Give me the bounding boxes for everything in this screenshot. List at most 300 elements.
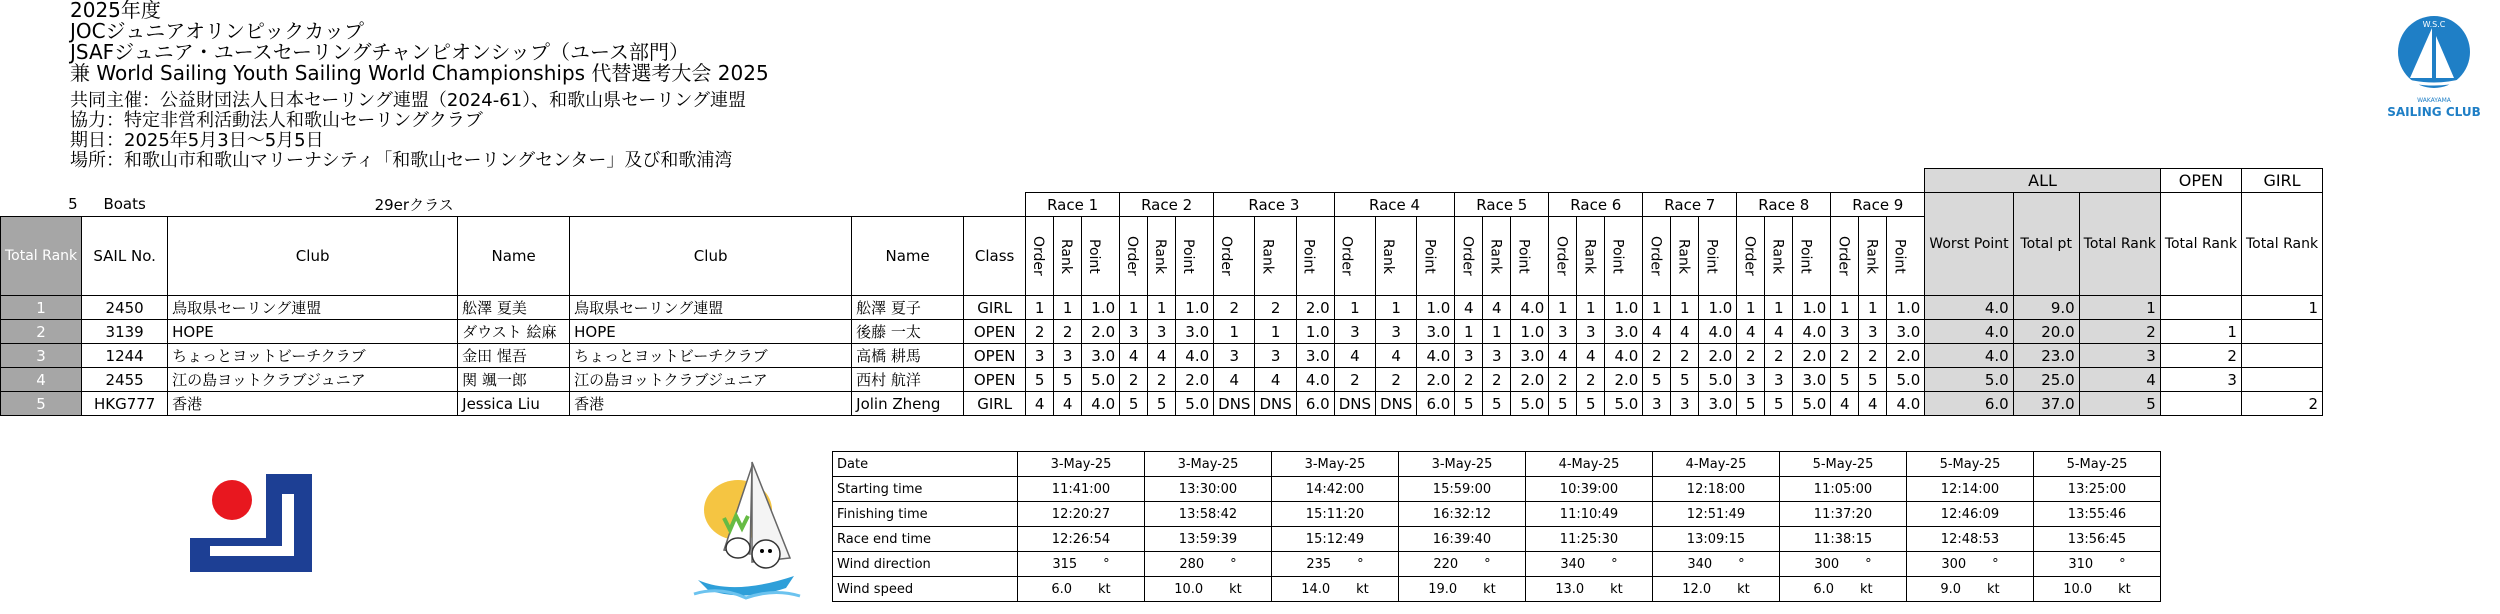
order-cell: 3 [1831,320,1859,344]
order-cell: 4 [1737,320,1765,344]
order-cell: 4 [1120,344,1148,368]
order-cell: 3 [1214,344,1255,368]
weather-value-cell [1145,552,1272,577]
name-cell: Jessica Liu [458,392,570,416]
sail-no-cell: HKG777 [82,392,168,416]
wind-direction-value: 340 [1560,556,1586,572]
logo-top-text: W.S.C [2422,20,2446,29]
point-cell: 2.0 [1296,296,1334,320]
degree-unit: ° [1738,556,1745,572]
point-cell: 4.0 [1296,368,1334,392]
club-cell: 香港 [570,392,852,416]
worst-point-header: Worst Point [1925,193,2013,296]
weather-value-cell: 15:59:00 [1399,477,1526,502]
weather-value-cell: 3-May-25 [1018,452,1145,477]
wind-direction-value: 315 [1052,556,1078,572]
weather-value-cell: 11:25:30 [1526,527,1653,552]
point-cell: 3.0 [1887,320,1925,344]
order-cell: 5 [1831,368,1859,392]
order-cell: 4 [1643,320,1671,344]
order-cell: 4 [1549,344,1577,368]
weather-value-cell: 15:11:20 [1272,502,1399,527]
weather-value-cell: 11:41:00 [1018,477,1145,502]
point-header: Point [1421,238,1438,274]
order-header: Order [1124,236,1141,276]
wind-speed-value: 6.0 [1813,581,1835,597]
wind-speed-value: 10.0 [1174,581,1204,597]
point-cell: 1.0 [1082,296,1120,320]
degree-unit: ° [1865,556,1872,572]
name-cell: ダウスト 絵麻 [458,320,570,344]
club-cell: HOPE [570,320,852,344]
order-header: Order [1218,236,1235,276]
order-cell: 1 [1643,296,1671,320]
rank-cell: 5 [1765,392,1793,416]
order-cell: 3 [1334,320,1375,344]
total-pt-cell: 20.0 [2013,320,2079,344]
club-header: Club [570,217,852,296]
point-cell: 4.0 [1176,344,1214,368]
race-header-row [1,193,2323,217]
rank-cell: 4 [1376,344,1417,368]
weather-value-cell: 5-May-25 [2034,452,2161,477]
knot-unit: kt [1098,581,1111,597]
logo-bottom-text: SAILING CLUB [2387,105,2481,119]
order-cell: DNS [1214,392,1255,416]
rank-header: Rank [1380,238,1397,274]
point-cell: 3.0 [1511,344,1549,368]
class-label: 29erクラス [374,195,454,214]
worst-point-cell: 6.0 [1925,392,2013,416]
weather-value-cell [1145,577,1272,602]
point-cell: 1.0 [1605,296,1643,320]
event-championship: JSAFジュニア・ユースセーリングチャンピオンシップ（ユース部門） [70,40,690,64]
knot-unit: kt [1860,581,1873,597]
rank-cell: 4 [1577,344,1605,368]
rank-header: Rank [1259,238,1276,274]
order-cell: 5 [1737,392,1765,416]
weather-value-cell: 12:18:00 [1653,477,1780,502]
point-cell: 1.0 [1176,296,1214,320]
race-header: Race 6 [1549,193,1643,217]
point-cell: 2.0 [1082,320,1120,344]
event-header [70,0,769,171]
weather-value-cell: 12:26:54 [1018,527,1145,552]
weather-value-cell: 11:05:00 [1780,477,1907,502]
knot-unit: kt [1356,581,1369,597]
wind-direction-value: 235 [1306,556,1332,572]
rank-header: Rank [1152,238,1169,274]
event-organizer: 共同主催：公益財団法人日本セーリング連盟（2024-61）、和歌山県セーリング連盟 [70,90,747,111]
order-cell: 4 [1026,392,1054,416]
order-header: Order [1647,236,1664,276]
point-cell: 3.0 [1605,320,1643,344]
point-cell: 1.0 [1511,320,1549,344]
order-header: Order [1030,236,1047,276]
total-pt-cell: 37.0 [2013,392,2079,416]
point-cell: 1.0 [1296,320,1334,344]
weather-value-cell: 14:42:00 [1272,477,1399,502]
sail-no-header: SAIL No. [82,217,168,296]
weather-label: Race end time [833,527,1018,552]
total-rank-all-header: Total Rank [2079,193,2160,296]
rank-cell: 1 [1671,296,1699,320]
weather-value-cell: 16:39:40 [1399,527,1526,552]
rank-cell: 1 [1255,320,1296,344]
rank-cell: 2 [1376,368,1417,392]
weather-value-cell [1272,552,1399,577]
order-cell: 3 [1455,344,1483,368]
weather-value-cell: 13:30:00 [1145,477,1272,502]
sail-no-cell: 2450 [82,296,168,320]
class-cell: GIRL [964,296,1026,320]
rank-cell: 2 [1859,344,1887,368]
result-row [1,344,2323,368]
weather-value-cell: 13:09:15 [1653,527,1780,552]
weather-value-cell: 13:59:39 [1145,527,1272,552]
total-rank-girl-header: Total Rank [2241,193,2322,296]
wind-direction-row [833,552,2161,577]
weather-label: Finishing time [833,502,1018,527]
event-worlds-selection: 兼 World Sailing Youth Sailing World Championships 代替選考大会 2025 [70,61,769,85]
point-cell: 4.0 [1699,320,1737,344]
total-pt-cell: 25.0 [2013,368,2079,392]
race-header: Race 3 [1214,193,1335,217]
weather-value-cell: 5-May-25 [1907,452,2034,477]
rank-cell: 3 [1577,320,1605,344]
rank-cell: 3 [1376,320,1417,344]
club-header: Club [168,217,458,296]
point-cell: 1.0 [1417,296,1455,320]
wind-speed-value: 12.0 [1682,581,1712,597]
name-cell: 後藤 一太 [852,320,964,344]
rank-cell: 3 [1859,320,1887,344]
order-cell: 2 [1026,320,1054,344]
order-cell: 4 [1334,344,1375,368]
rank-cell: 3 [1765,368,1793,392]
rank-cell: 1 [1148,296,1176,320]
date-row [833,452,2161,477]
rank-cell: 2 [1577,368,1605,392]
weather-value-cell: 15:12:49 [1272,527,1399,552]
open-rank-cell [2160,392,2241,416]
name-header: Name [852,217,964,296]
degree-unit: ° [2119,556,2126,572]
rank-cell: 5 [1671,368,1699,392]
race-header: Race 5 [1455,193,1549,217]
rank-cell: 4 [1671,320,1699,344]
weather-value-cell [1653,577,1780,602]
weather-value-cell [1018,577,1145,602]
point-cell: 2.0 [1605,368,1643,392]
wind-direction-value: 300 [1814,556,1840,572]
rank-cell: 2 [1671,344,1699,368]
order-cell: 2 [1737,344,1765,368]
order-cell: 4 [1214,368,1255,392]
point-cell: 5.0 [1793,392,1831,416]
rank-cell: 3 [1671,392,1699,416]
point-cell: 4.0 [1082,392,1120,416]
order-cell: 1 [1737,296,1765,320]
class-cell: OPEN [964,320,1026,344]
race-header: Race 7 [1643,193,1737,217]
weather-value-cell: 13:56:45 [2034,527,2161,552]
order-cell: 1 [1120,296,1148,320]
worst-point-cell: 5.0 [1925,368,2013,392]
rank-header: Rank [1769,238,1786,274]
point-cell: 3.0 [1417,320,1455,344]
weather-value-cell [1399,577,1526,602]
order-cell: 5 [1549,392,1577,416]
event-cup: JOCジュニアオリンピックカップ [70,19,365,43]
weather-value-cell: 3-May-25 [1399,452,1526,477]
weather-label: Starting time [833,477,1018,502]
point-cell: 3.0 [1793,368,1831,392]
order-header: Order [1459,236,1476,276]
weather-value-cell: 10:39:00 [1526,477,1653,502]
race-header: Race 8 [1737,193,1831,217]
event-period: 期日：2025年5月3日～5月5日 [70,130,324,151]
order-cell: 1 [1334,296,1375,320]
point-cell: 5.0 [1887,368,1925,392]
point-cell: 2.0 [1887,344,1925,368]
wind-speed-value: 14.0 [1301,581,1331,597]
starting-time-row [833,477,2161,502]
rank-cell: 2 [1054,320,1082,344]
weather-value-cell: 11:38:15 [1780,527,1907,552]
order-cell: 2 [1831,344,1859,368]
wind-direction-value: 340 [1687,556,1713,572]
knot-unit: kt [1483,581,1496,597]
open-header: OPEN [2160,169,2241,193]
result-row [1,320,2323,344]
total-rank-cell: 4 [1,368,82,392]
race-header: Race 1 [1026,193,1120,217]
point-header: Point [1609,238,1626,274]
worst-point-cell: 4.0 [1925,296,2013,320]
order-header: Order [1741,236,1758,276]
weather-value-cell: 5-May-25 [1780,452,1907,477]
race-end-time-row [833,527,2161,552]
point-header: Point [1891,238,1908,274]
club-cell: 江の島ヨットクラブジュニア [168,368,458,392]
knot-unit: kt [1610,581,1623,597]
weather-value-cell: 12:20:27 [1018,502,1145,527]
point-cell: 5.0 [1082,368,1120,392]
sail-no-cell: 2455 [82,368,168,392]
all-rank-cell: 4 [2079,368,2160,392]
result-rows [1,296,2323,416]
point-cell: 1.0 [1699,296,1737,320]
knot-unit: kt [1737,581,1750,597]
rank-cell: 4 [1483,296,1511,320]
total-rank-cell: 5 [1,392,82,416]
weather-value-cell [1780,552,1907,577]
weather-value-cell [1526,552,1653,577]
club-cell: 鳥取県セーリング連盟 [168,296,458,320]
point-cell: 3.0 [1176,320,1214,344]
weather-value-cell: 3-May-25 [1272,452,1399,477]
open-rank-cell: 3 [2160,368,2241,392]
order-cell: 3 [1549,320,1577,344]
degree-unit: ° [1992,556,1999,572]
degree-unit: ° [1611,556,1618,572]
point-cell: 4.0 [1511,296,1549,320]
order-cell: DNS [1334,392,1375,416]
rank-header: Rank [1581,238,1598,274]
point-cell: 1.0 [1793,296,1831,320]
order-cell: 1 [1831,296,1859,320]
rank-cell: 1 [1054,296,1082,320]
point-cell: 3.0 [1296,344,1334,368]
point-cell: 5.0 [1511,392,1549,416]
knot-unit: kt [1229,581,1242,597]
order-header: Order [1835,236,1852,276]
club-cell: HOPE [168,320,458,344]
total-rank-open-header: Total Rank [2160,193,2241,296]
girl-header: GIRL [2241,169,2322,193]
jsaf-logo [190,474,312,572]
order-cell: 5 [1643,368,1671,392]
wind-direction-value: 280 [1179,556,1205,572]
weather-value-cell [1526,577,1653,602]
race-header: Race 4 [1334,193,1455,217]
boats-count: 5 [68,195,78,214]
logo-small-text: WAKAYAMA [2417,97,2451,104]
weather-value-cell [1272,577,1399,602]
weather-value-cell: 4-May-25 [1653,452,1780,477]
wind-speed-value: 10.0 [2063,581,2093,597]
point-cell: 2.0 [1176,368,1214,392]
weather-label: Date [833,452,1018,477]
rank-cell: DNS [1376,392,1417,416]
point-header: Point [1086,238,1103,274]
weather-value-cell [1907,552,2034,577]
rank-header: Rank [1058,238,1075,274]
order-header: Order [1553,236,1570,276]
point-cell: 4.0 [1887,392,1925,416]
order-cell: 1 [1549,296,1577,320]
class-cell: OPEN [964,344,1026,368]
order-cell: 1 [1455,320,1483,344]
rank-cell: 3 [1054,344,1082,368]
girl-rank-cell [2241,344,2322,368]
total-rank-cell: 1 [1,296,82,320]
point-cell: 6.0 [1417,392,1455,416]
order-cell: 3 [1120,320,1148,344]
order-cell: 1 [1026,296,1054,320]
order-cell: 4 [1831,392,1859,416]
open-rank-cell: 2 [2160,344,2241,368]
order-cell: 2 [1214,296,1255,320]
weather-value-cell: 4-May-25 [1526,452,1653,477]
rank-cell: 1 [1859,296,1887,320]
order-cell: 4 [1455,296,1483,320]
weather-value-cell [2034,552,2161,577]
club-cell: ちょっとヨットビーチクラブ [168,344,458,368]
point-cell: 5.0 [1176,392,1214,416]
wakayama-sailing-club-logo [2387,14,2481,124]
worst-point-cell: 4.0 [1925,320,2013,344]
name-cell: Jolin Zheng [852,392,964,416]
rank-cell: 4 [1765,320,1793,344]
order-cell: 2 [1334,368,1375,392]
class-cell: GIRL [964,392,1026,416]
open-rank-cell [2160,296,2241,320]
class-header: Class [964,217,1026,296]
name-cell: 舩澤 夏美 [458,296,570,320]
rank-cell: 1 [1765,296,1793,320]
name-cell: 金田 惺吾 [458,344,570,368]
point-cell: 5.0 [1605,392,1643,416]
total-rank-cell: 2 [1,320,82,344]
all-rank-cell: 3 [2079,344,2160,368]
rank-cell: 5 [1054,368,1082,392]
summary-header-row [1,169,2323,193]
point-cell: 3.0 [1082,344,1120,368]
weather-value-cell: 11:37:20 [1780,502,1907,527]
weather-value-cell [1653,552,1780,577]
rank-cell: 2 [1765,344,1793,368]
girl-rank-cell [2241,368,2322,392]
weather-value-cell [1907,577,2034,602]
race-header: Race 9 [1831,193,1925,217]
rank-cell: 1 [1577,296,1605,320]
weather-value-cell: 16:32:12 [1399,502,1526,527]
order-cell: 5 [1120,392,1148,416]
rank-header: Rank [1487,238,1504,274]
sail-no-cell: 1244 [82,344,168,368]
weather-value-cell: 12:14:00 [1907,477,2034,502]
point-cell: 2.0 [1793,344,1831,368]
point-cell: 2.0 [1699,344,1737,368]
rank-cell: 4 [1255,368,1296,392]
total-rank-header: Total Rank [1,217,82,296]
all-rank-cell: 5 [2079,392,2160,416]
weather-value-cell: 13:55:46 [2034,502,2161,527]
girl-rank-cell: 2 [2241,392,2322,416]
girl-rank-cell: 1 [2241,296,2322,320]
name-cell: 舩澤 夏子 [852,296,964,320]
wind-direction-value: 220 [1433,556,1459,572]
rank-cell: 4 [1054,392,1082,416]
order-cell: 3 [1643,392,1671,416]
wind-speed-value: 6.0 [1051,581,1073,597]
all-rank-cell: 2 [2079,320,2160,344]
point-cell: 1.0 [1887,296,1925,320]
weather-value-cell: 13:25:00 [2034,477,2161,502]
wind-speed-value: 19.0 [1428,581,1458,597]
weather-value-cell: 11:10:49 [1526,502,1653,527]
club-cell: 江の島ヨットクラブジュニア [570,368,852,392]
order-cell: 3 [1026,344,1054,368]
point-cell: 4.0 [1417,344,1455,368]
weather-label: Wind speed [833,577,1018,602]
point-cell: 6.0 [1296,392,1334,416]
order-cell: 2 [1120,368,1148,392]
weather-rows [833,452,2161,602]
club-cell: 鳥取県セーリング連盟 [570,296,852,320]
rank-cell: DNS [1255,392,1296,416]
weather-value-cell: 3-May-25 [1145,452,1272,477]
race-header: Race 2 [1120,193,1214,217]
worst-point-cell: 4.0 [1925,344,2013,368]
name-cell: 西村 航洋 [852,368,964,392]
name-cell: 高橋 耕馬 [852,344,964,368]
point-cell: 3.0 [1699,392,1737,416]
result-row [1,296,2323,320]
wind-speed-value: 13.0 [1555,581,1585,597]
